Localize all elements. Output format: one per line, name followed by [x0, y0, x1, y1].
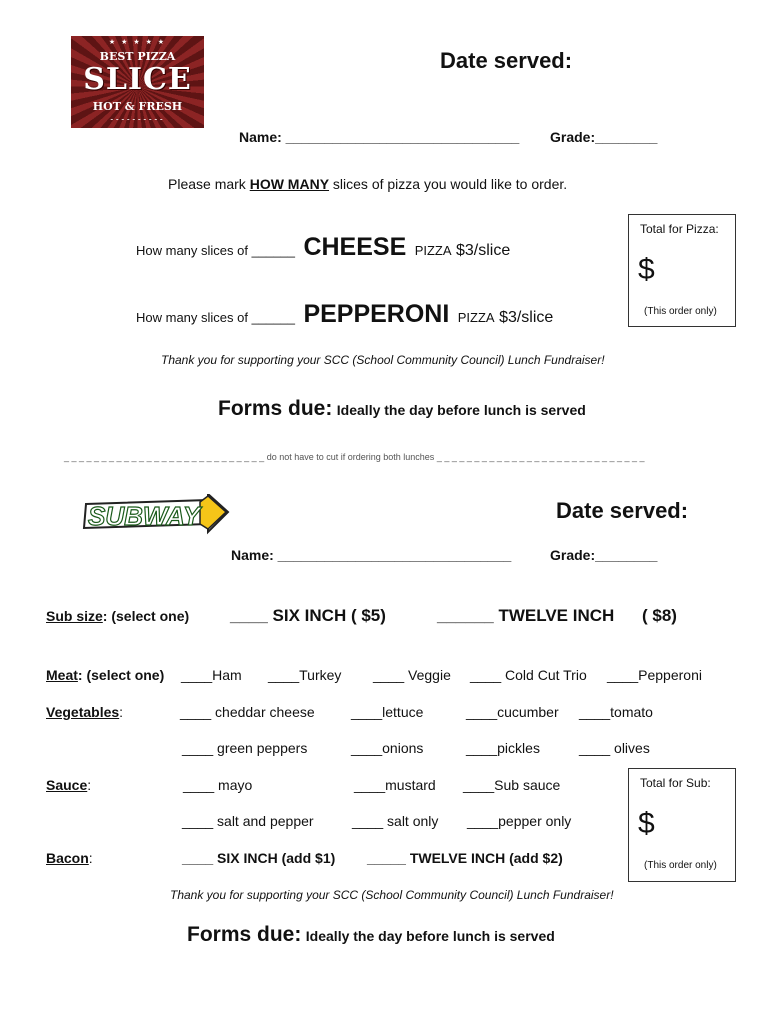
pizza-thank-you: Thank you for supporting your SCC (School Community Council) Lunch Fundraiser! — [161, 353, 605, 367]
bacon-twelve-inch[interactable]: _____ TWELVE INCH (add $2) — [367, 850, 563, 866]
pepperoni-row[interactable] — [136, 300, 553, 329]
sauce-mayo[interactable]: ____ mayo — [183, 777, 253, 793]
instruction-emphasis: HOW MANY — [249, 176, 330, 192]
sub-total-box[interactable] — [628, 768, 736, 882]
meat-option-cold-cut-trio[interactable]: ____ Cold Cut Trio — [470, 667, 587, 683]
subway-logo-text: SUBWAY — [88, 501, 201, 531]
meat-hint: : (select one) — [77, 667, 165, 683]
sauce-mustard[interactable]: ____mustard — [354, 777, 436, 793]
pizza-total-note: (This order only) — [644, 306, 717, 317]
sauce-label-text: Sauce — [46, 777, 88, 793]
bacon-colon: : — [88, 850, 93, 866]
meat-option-turkey[interactable]: ____Turkey — [268, 667, 342, 683]
meat-option-veggie[interactable]: ____ Veggie — [373, 667, 451, 683]
sub-size-hint: : (select one) — [102, 608, 190, 624]
bacon-six-inch[interactable]: ____ SIX INCH (add $1) — [182, 850, 336, 866]
sub-total-dollar: $ — [638, 807, 655, 840]
pizza-total-title: Total for Pizza: — [640, 222, 719, 236]
subway-date-served-label: Date served: — [556, 498, 689, 523]
pepperoni-name: PEPPERONI — [303, 300, 450, 328]
sub-size-label — [46, 608, 189, 624]
subway-grade-field[interactable]: Grade:________ — [550, 547, 658, 563]
cheese-price: $3/slice — [456, 242, 511, 259]
pepperoni-prefix: How many slices of ______ — [136, 310, 295, 325]
sauce-colon: : — [87, 777, 92, 793]
veg-onions[interactable]: ____onions — [351, 740, 424, 756]
sauce-salt-only[interactable]: ____ salt only — [352, 813, 439, 829]
sub-size-twelve-price: ( $8) — [642, 606, 677, 625]
pizza-logo — [71, 36, 204, 128]
logo-stars: ★ ★ ★ ★ ★ — [108, 39, 167, 46]
instruction-suffix: slices of pizza you would like to order. — [332, 176, 568, 192]
sub-size-twelve-inch[interactable]: ______ TWELVE INCH — [437, 606, 615, 625]
veg-cucumber[interactable]: ____cucumber — [466, 704, 559, 720]
veg-green-peppers[interactable]: ____ green peppers — [182, 740, 308, 756]
sub-total-note: (This order only) — [644, 860, 717, 871]
subway-forms-due-text: Ideally the day before lunch is served — [305, 928, 555, 944]
pizza-forms-due-label: Forms due: — [218, 397, 333, 420]
subway-name-field[interactable]: Name: ______________________________ — [231, 547, 512, 563]
bacon-label-text: Bacon — [46, 850, 89, 866]
vegetables-label — [46, 704, 123, 720]
meat-option-pepperoni[interactable]: ____Pepperoni — [607, 667, 702, 683]
veg-lettuce[interactable]: ____lettuce — [351, 704, 424, 720]
logo-line2: SLICE — [83, 62, 192, 97]
cut-line-text: do not have to cut if ordering both lunches — [266, 452, 435, 462]
meat-label — [46, 667, 164, 683]
sub-size-label-text: Sub size — [46, 608, 103, 624]
sauce-salt-and-pepper[interactable]: ____ salt and pepper — [182, 813, 314, 829]
sauce-pepper-only[interactable]: ____pepper only — [467, 813, 572, 829]
sub-total-title: Total for Sub: — [640, 776, 711, 790]
cheese-pizza-word: PIZZA — [414, 243, 452, 258]
logo-stars-bottom: ⁃⁃⁃⁃⁃⁃⁃⁃⁃⁃ — [110, 117, 165, 124]
logo-line3: HOT & FRESH — [92, 100, 183, 113]
bacon-label — [46, 850, 93, 866]
cut-line-left: _ _ _ _ _ _ _ _ _ _ _ _ _ _ _ _ _ _ _ _ _ _ _ _ _ _ _ — [64, 452, 265, 462]
cheese-row[interactable] — [136, 233, 510, 262]
pizza-total-box[interactable] — [628, 214, 736, 327]
pizza-name-field[interactable]: Name: ______________________________ — [239, 129, 520, 145]
pizza-date-served-label: Date served: — [440, 48, 573, 73]
veg-cheddar-cheese[interactable]: ____ cheddar cheese — [180, 704, 315, 720]
sub-size-six-inch[interactable]: ____ SIX INCH ( $5) — [230, 606, 386, 625]
instruction-prefix: Please mark — [168, 176, 246, 192]
cut-line-right: _ _ _ _ _ _ _ _ _ _ _ _ _ _ _ _ _ _ _ _ _ _ _ _ _ _ _ _ — [436, 452, 645, 462]
pizza-forms-due-text: Ideally the day before lunch is served — [336, 402, 586, 418]
meat-label-text: Meat — [46, 667, 78, 683]
cheese-name: CHEESE — [303, 233, 407, 261]
logo-line1: BEST PIZZA — [99, 50, 176, 63]
pizza-instruction — [168, 176, 567, 192]
vegetables-label-text: Vegetables — [46, 704, 120, 720]
vegetables-colon: : — [119, 704, 124, 720]
sauce-label — [46, 777, 91, 793]
pizza-forms-due — [218, 397, 586, 421]
pepperoni-pizza-word: PIZZA — [457, 310, 495, 325]
cut-line — [64, 452, 645, 462]
veg-olives[interactable]: ____ olives — [579, 740, 650, 756]
veg-tomato[interactable]: ____tomato — [579, 704, 653, 720]
sauce-sub-sauce[interactable]: ____Sub sauce — [463, 777, 561, 793]
pizza-grade-field[interactable]: Grade:________ — [550, 129, 658, 145]
subway-thank-you: Thank you for supporting your SCC (School Community Council) Lunch Fundraiser! — [170, 888, 614, 902]
veg-pickles[interactable]: ____pickles — [466, 740, 540, 756]
cheese-prefix: How many slices of ______ — [136, 243, 295, 258]
subway-logo — [80, 494, 230, 540]
subway-forms-due-label: Forms due: — [187, 923, 302, 946]
pizza-total-dollar: $ — [638, 253, 655, 286]
subway-forms-due — [187, 923, 555, 947]
pepperoni-price: $3/slice — [499, 309, 554, 326]
meat-option-ham[interactable]: ____Ham — [181, 667, 242, 683]
